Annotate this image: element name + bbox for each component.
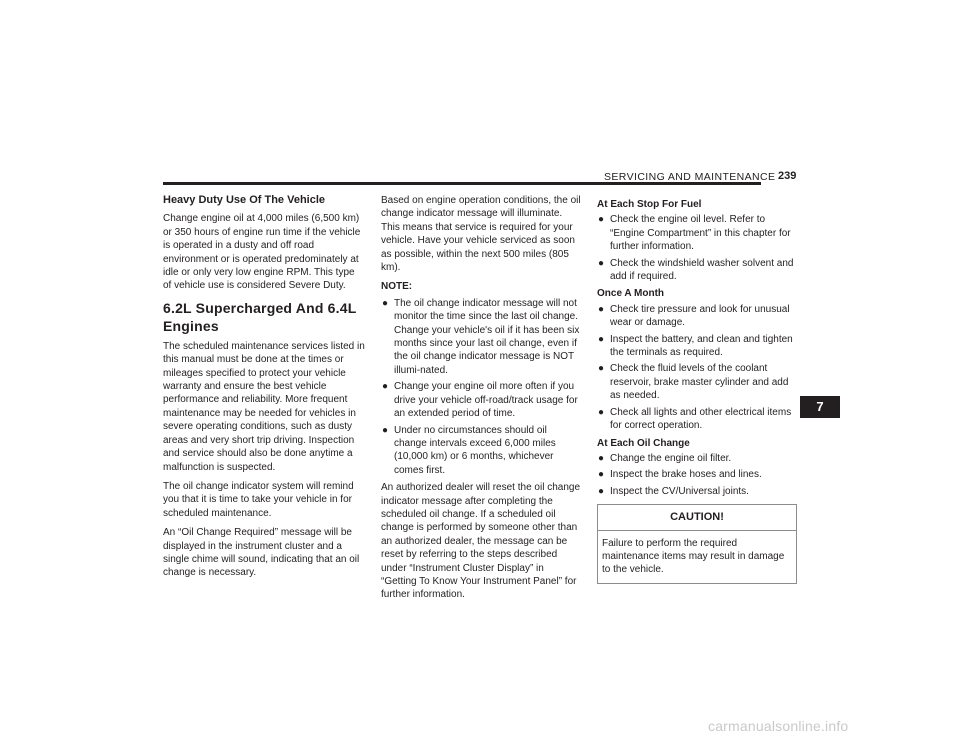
list-item: ● Check tire pressure and look for unusual wear or damage. xyxy=(598,303,790,329)
oil-change-message-paragraph: An “Oil Change Required” message will be displayed in the instrument cluster and a single chime will sound, indicating that an oil change is necessary. xyxy=(163,527,360,579)
list-item: ● Inspect the battery, and clean and tighten the terminals as required. xyxy=(598,333,793,359)
list-item: ● The oil change indicator message will not monitor the time since the last oil change. Change your vehicle's oil if it has been six months since your last oil change, even if the oil change indicator message is NOT illumi-nated. xyxy=(382,297,580,376)
fuel-stop-label: At Each Stop For Fuel xyxy=(597,199,702,210)
chapter-tab: 7 xyxy=(800,396,840,418)
list-item: ● Check all lights and other electrical items for correct operation. xyxy=(598,406,792,432)
bullet-icon: ● xyxy=(598,214,605,226)
bullet-icon: ● xyxy=(598,363,605,375)
maintenance-paragraph: The scheduled maintenance services listed in this manual must be done at the times or mileages specified to protect your vehicle warranty and ensure the best vehicle performance and reliability. More frequent maintenance may be needed for vehicles in severe operating conditions, such as dusty areas and very short trip driving. Inspection and service should also be done anytime a malfunction is suspected. xyxy=(163,340,365,473)
bullet-icon: ● xyxy=(598,303,605,315)
list-item: ● Check the windshield washer solvent and add if required. xyxy=(598,257,794,283)
list-item: ● Check the engine oil level. Refer to “Engine Compartment” in this chapter for further information. xyxy=(598,214,791,253)
column-right xyxy=(597,194,797,584)
once-a-month-list xyxy=(597,303,797,433)
list-item: ● Change the engine oil filter. xyxy=(598,452,732,464)
heavy-duty-heading: Heavy Duty Use Of The Vehicle xyxy=(163,194,326,206)
engines-section-heading: 6.2L Supercharged And 6.4L Engines xyxy=(163,299,357,334)
bullet-icon: ● xyxy=(598,485,605,497)
bullet-icon: ● xyxy=(598,406,605,418)
list-item: ● Check the fluid levels of the coolant reservoir, brake master cylinder and add as needed. xyxy=(598,363,789,402)
heavy-duty-paragraph: Change engine oil at 4,000 miles (6,500 km) or 350 hours of engine run time if the vehicle is operated in a dusty and off road environment or is operated predominately at idle or only very low engine RPM. This type of vehicle use is considered Severe Duty. xyxy=(163,213,361,292)
bullet-icon: ● xyxy=(598,469,605,481)
bullet-icon: ● xyxy=(382,381,389,393)
bullet-icon: ● xyxy=(598,452,605,464)
caution-title: CAUTION! xyxy=(598,505,796,530)
note-list xyxy=(381,297,581,477)
dealer-reset-paragraph: An authorized dealer will reset the oil change indicator message after completing the scheduled oil change. If a scheduled oil change is performed by someone other than an authorized dealer, the message can be reset by referring to the steps described under “Instrument Cluster Display” in “Getting To Know Your Instrument Panel” for further information. xyxy=(381,482,581,601)
oil-change-list xyxy=(597,452,797,498)
column-left xyxy=(163,194,365,586)
engine-conditions-paragraph: Based on engine operation conditions, the oil change indicator message will illuminate. This means that service is required for your vehicle. Have your vehicle serviced as soon as possible, within the next 500 miles (805 km). xyxy=(381,195,581,274)
running-header-title: SERVICING AND MAINTENANCE xyxy=(604,171,776,183)
oil-indicator-paragraph: The oil change indicator system will remind you that it is time to take your vehicle in for scheduled maintenance. xyxy=(163,480,354,519)
watermark-text: carmanualsonline.info xyxy=(708,718,849,734)
column-middle xyxy=(381,194,581,608)
bullet-icon: ● xyxy=(598,257,605,269)
list-item: ● Change your engine oil more often if you drive your vehicle off-road/track usage for an extended period of time. xyxy=(382,381,578,420)
once-a-month-label: Once A Month xyxy=(597,288,665,300)
page-number: 239 xyxy=(778,170,797,182)
caution-box xyxy=(597,504,797,584)
fuel-stop-list xyxy=(597,213,797,283)
list-item: ● Inspect the brake hoses and lines. xyxy=(598,469,762,481)
bullet-icon: ● xyxy=(382,424,389,436)
caution-text: Failure to perform the required maintenance items may result in damage to the vehicle. xyxy=(602,537,785,576)
oil-change-label: At Each Oil Change xyxy=(597,437,690,449)
bullet-icon: ● xyxy=(382,297,389,309)
note-label: NOTE: xyxy=(381,281,413,293)
list-item: ● Inspect the CV/Universal joints. xyxy=(598,485,749,497)
list-item: ● Under no circumstances should oil change intervals exceed 6,000 miles (10,000 km) or 6 months, whichever comes first. xyxy=(382,424,556,476)
bullet-icon: ● xyxy=(598,333,605,345)
